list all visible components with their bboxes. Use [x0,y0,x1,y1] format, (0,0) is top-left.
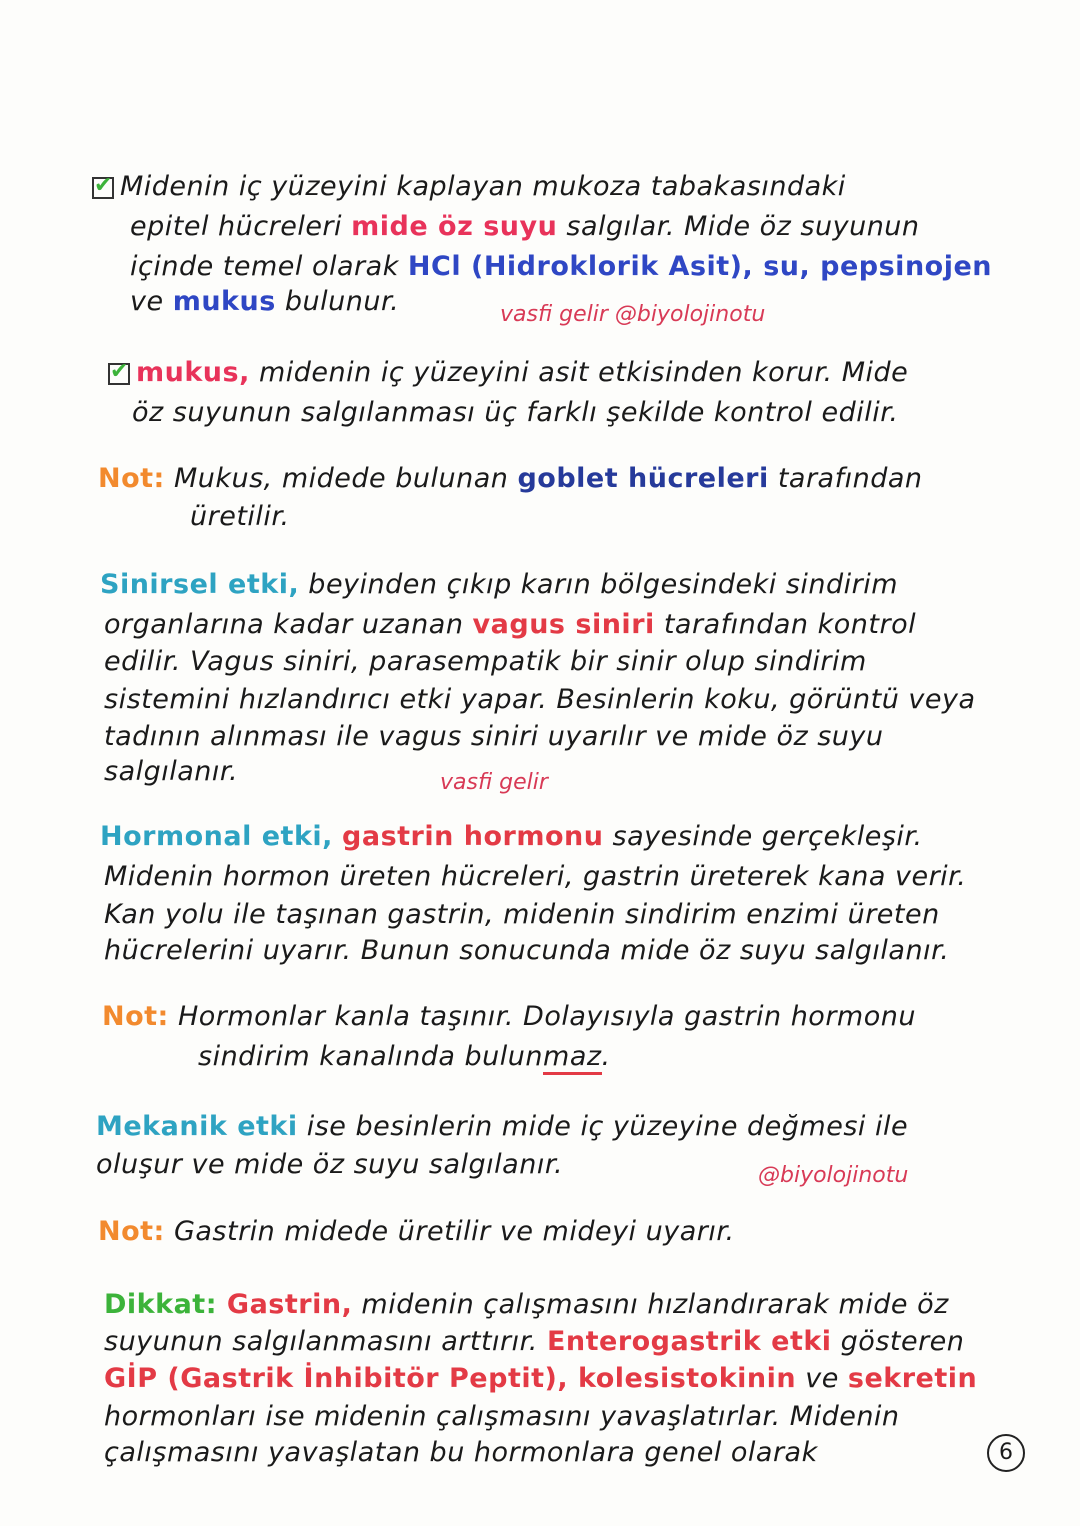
p4-line4: hücrelerini uyarır. Bunun sonucunda mide öz suyu salgılanır. [104,935,950,966]
p4-line1: Hormonal etki, gastrin hormonu sayesinde gerçekleşir. [100,821,923,852]
page-number: 6 [987,1434,1025,1472]
note2-line2: sindirim kanalında bulunmaz. [198,1040,611,1074]
note3-line1: Not: Gastrin midede üretilir ve mideyi uyarır. [98,1216,735,1247]
p6-line4: hormonları ise midenin çalışmasını yavaşlatırlar. Midenin [104,1401,900,1432]
p2-line1: ✔mukus, midenin iç yüzeyini asit etkisinden korur. Mide [108,356,908,390]
watermark: @biyolojinotu [758,1163,909,1188]
p3-line6: salgılanır. [104,756,239,787]
p1-line4: ve mukus bulunur. [130,286,400,317]
watermark: vasfi gelir [440,770,548,795]
watermark: vasfi gelir @biyolojinotu [500,302,766,327]
p3-line5: tadının alınması ile vagus siniri uyarılır ve mide öz suyu [104,721,884,752]
p3-line4: sistemini hızlandırıcı etki yapar. Besinlerin koku, görüntü veya [104,684,976,715]
checkbox-icon [108,363,130,385]
p3-line2: organlarına kadar uzanan vagus siniri tarafından kontrol [104,609,917,640]
p6-line1: Dikkat: Gastrin, midenin çalışmasını hızlandırarak mide öz [104,1289,949,1320]
p6-line2: suyunun salgılanmasını arttırır. Enterogastrik etki gösteren [104,1326,965,1357]
p5-line1: Mekanik etki ise besinlerin mide iç yüzeyine değmesi ile [96,1111,909,1142]
p2-line2: öz suyunun salgılanması üç farklı şekilde kontrol edilir. [132,397,899,428]
p3-line3: edilir. Vagus siniri, parasempatik bir sinir olup sindirim [104,646,867,677]
p1-line1: ✔Midenin iç yüzeyini kaplayan mukoza tabakasındaki [92,170,846,204]
note1-line1: Not: Mukus, midede bulunan goblet hücreleri tarafından [98,463,923,494]
p4-line3: Kan yolu ile taşınan gastrin, midenin sindirim enzimi üreten [104,899,940,930]
p1-line3: içinde temel olarak HCl (Hidroklorik Asit), su, pepsinojen [130,251,992,282]
p1-line2: epitel hücreleri mide öz suyu salgılar. Mide öz suyunun [130,211,920,242]
p5-line2: oluşur ve mide öz suyu salgılanır. [96,1149,564,1180]
p6-line3: GİP (Gastrik İnhibitör Peptit), kolesistokinin ve sekretin [104,1363,978,1394]
note2-line1: Not: Hormonlar kanla taşınır. Dolayısıyla gastrin hormonu [102,1001,916,1032]
checkbox-icon [92,177,114,199]
p3-line1: Sinirsel etki, beyinden çıkıp karın bölgesindeki sindirim [100,569,899,600]
p6-line5: çalışmasını yavaşlatan bu hormonlara genel olarak [104,1437,818,1468]
p4-line2: Midenin hormon üreten hücreleri, gastrin üreterek kana verir. [104,861,967,892]
note1-line2: üretilir. [190,501,290,532]
